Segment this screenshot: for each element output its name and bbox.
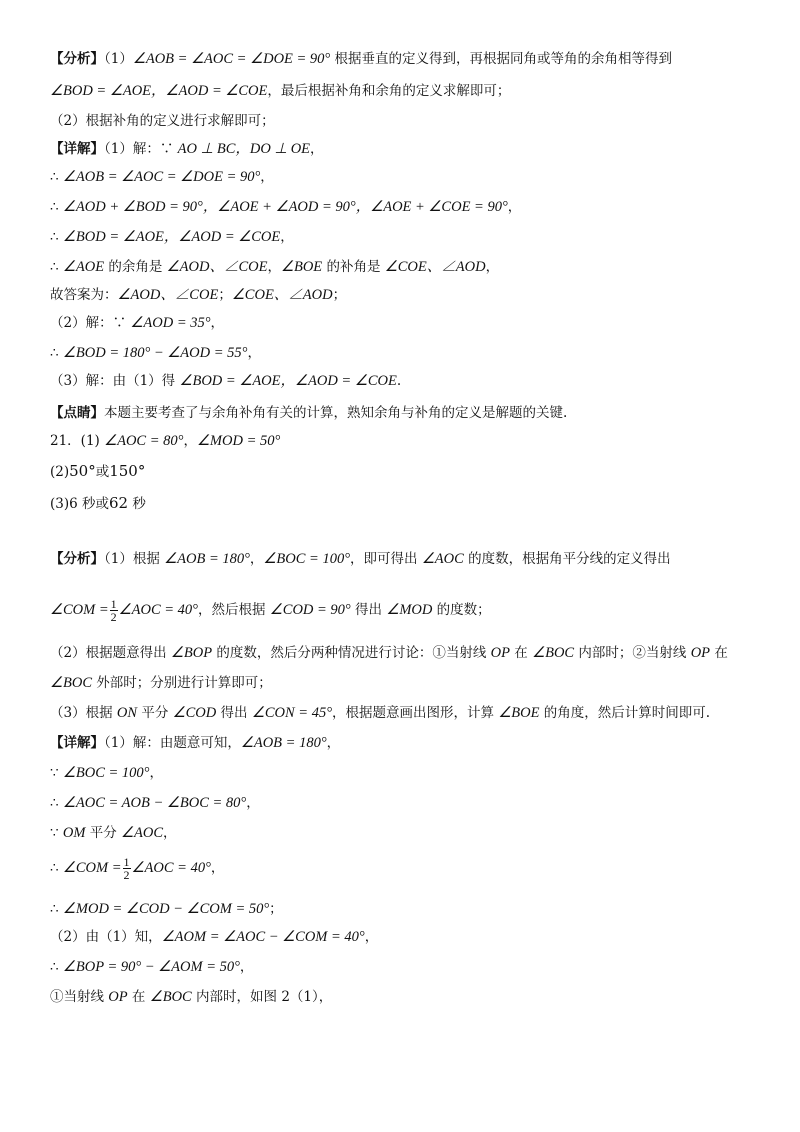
- analysis-tag: 【分析】: [50, 551, 104, 567]
- text: ，: [267, 259, 281, 275]
- analysis-line-3: [50, 110, 760, 132]
- text: 外部时；分别进行计算即可；: [92, 675, 272, 691]
- text: 本题主要考查了与余角补角有关的计算，熟知余角与补角的定义是解题的关键.: [104, 405, 568, 421]
- text: （1）解：∵: [104, 141, 178, 157]
- solution-line-4: [50, 226, 760, 248]
- text: 21．(1): [50, 433, 105, 449]
- math-expression: ∠BOD = 180° − ∠AOD = 55°: [62, 345, 248, 361]
- answer-21-part-1: [50, 430, 760, 452]
- text: ，: [326, 735, 341, 751]
- analysis-21-line-5: [50, 702, 760, 724]
- text: ∴: [50, 259, 63, 275]
- solution-21-line-1: [50, 732, 760, 754]
- math-expression: ∠BOE: [280, 259, 323, 275]
- text: 根据垂直的定义得到，再根据同角或等角的余角相等得到: [330, 51, 673, 67]
- text: ，: [183, 433, 197, 449]
- fraction-numerator: 1: [110, 597, 117, 611]
- text: ，: [163, 825, 177, 841]
- text: ，: [149, 765, 163, 781]
- math-expression: ∠AOB = ∠AOC = ∠DOE = 90°: [132, 51, 331, 67]
- analysis-21-line-1: [50, 548, 760, 570]
- text: ∵: [50, 825, 63, 841]
- text: ∴: [50, 229, 63, 245]
- text: （1）根据: [104, 551, 165, 567]
- text: 故答案为：: [50, 287, 118, 303]
- math-expression: ∠BOD = ∠AOE，∠AOD = ∠COE: [50, 83, 268, 99]
- text: ，: [280, 229, 294, 245]
- math-expression: ∠MOD = ∠COD − ∠COM = 50°: [62, 901, 270, 917]
- math-expression: OP: [690, 645, 711, 661]
- text: ，即可得出: [350, 551, 422, 567]
- text: 的补角是: [322, 259, 385, 275]
- text: ∴: [50, 345, 63, 361]
- math-expression: ∠AOE: [62, 259, 105, 275]
- math-expression: ∠COE、∠AOD: [231, 287, 333, 303]
- text: ∴: [50, 199, 63, 215]
- solution-21-line-2: [50, 762, 760, 784]
- math-expression: ∠BOP = 90° − ∠AOM = 50°: [62, 959, 240, 975]
- math-expression: ∠BOC: [50, 675, 92, 691]
- solution-tag: 【详解】: [50, 735, 104, 751]
- text: ，: [210, 860, 225, 876]
- math-expression: ∠MOD = 50°: [196, 433, 281, 449]
- math-expression: ∠AOM = ∠AOC − ∠COM = 40°: [161, 929, 365, 945]
- solution-21-line-8: [50, 956, 760, 978]
- text: （1）解：由题意可知，: [104, 735, 241, 751]
- fraction: [123, 856, 131, 881]
- math-expression: ∠CON = 45°: [251, 705, 333, 721]
- math-expression: ∠AOB = 180°: [164, 551, 250, 567]
- text: ，: [364, 929, 379, 945]
- math-expression: OP: [490, 645, 511, 661]
- fraction-denominator: 2: [123, 868, 130, 882]
- math-expression: ∠BOE: [498, 705, 540, 721]
- fraction: [110, 598, 118, 623]
- math-expression: 150°: [109, 462, 146, 480]
- solution-line-8: [50, 342, 760, 364]
- math-expression: ∠BOC: [532, 645, 575, 661]
- math-expression: ∠BOC = 100°: [62, 765, 150, 781]
- solution-21-line-4: [50, 822, 760, 844]
- math-expression: OP: [108, 989, 128, 1005]
- solution-line-1: [50, 138, 760, 160]
- math-expression: ∠AOD、∠COE: [166, 259, 268, 275]
- math-expression: ∠AOC: [121, 825, 164, 841]
- math-expression: ∠BOC = 100°: [263, 551, 351, 567]
- text: ∴: [50, 901, 63, 917]
- solution-line-7: [50, 312, 760, 334]
- math-expression: ∠BOD = ∠AOE，∠AOD = ∠COE: [179, 373, 397, 389]
- solution-21-line-6: [50, 898, 760, 920]
- math-expression: ON: [116, 705, 138, 721]
- text: ，根据题意画出图形，计算: [332, 705, 499, 721]
- solution-line-6: [50, 284, 760, 306]
- text: 的角度，然后计算时间即可.: [539, 705, 711, 721]
- math-expression: 62: [109, 494, 129, 512]
- text: （3）解：由（1）得: [50, 373, 180, 389]
- text: 的余角是: [104, 259, 167, 275]
- solution-line-2: [50, 166, 760, 188]
- math-expression: ∠BOC: [149, 989, 192, 1005]
- text: 在: [510, 645, 533, 661]
- answer-21-part-3: [50, 492, 760, 515]
- math-expression: ∠AOB = ∠AOC = ∠DOE = 90°: [62, 169, 261, 185]
- math-expression: ∠COM =: [62, 860, 122, 876]
- math-expression: ∠AOC = 80°: [104, 433, 184, 449]
- math-expression: ∠AOD + ∠BOD = 90°，∠AOE + ∠AOD = 90°，∠AOE + ∠COE = 90°: [62, 199, 508, 215]
- analysis-21-line-4: [50, 672, 760, 694]
- text: 的度数，根据角平分线的定义得出: [463, 551, 671, 567]
- math-expression: ∠BOD = ∠AOE，∠AOD = ∠COE: [62, 229, 281, 245]
- math-expression: ∠AOD、∠COE: [117, 287, 219, 303]
- text: ，: [247, 345, 261, 361]
- text: 内部时，如图 2（1），: [191, 989, 333, 1005]
- analysis-line-2: [50, 80, 760, 102]
- math-expression: ∠COM =: [50, 602, 109, 618]
- comment-line: [50, 402, 760, 424]
- text: 在: [127, 989, 150, 1005]
- text: 或: [95, 464, 110, 480]
- text: ∴: [50, 860, 63, 876]
- text: ；: [332, 287, 347, 303]
- math-expression: ∠AOC = 40°: [118, 602, 198, 618]
- text: ，: [239, 959, 254, 975]
- solution-21-line-5: [50, 856, 760, 881]
- text: 秒: [128, 496, 146, 512]
- math-expression: 50°: [69, 462, 96, 480]
- fraction-denominator: 2: [110, 610, 117, 624]
- fraction-numerator: 1: [123, 855, 130, 869]
- text: ，: [310, 141, 324, 157]
- solution-21-line-7: [50, 926, 760, 948]
- text: ∴: [50, 169, 63, 185]
- solution-tag: 【详解】: [50, 141, 104, 157]
- analysis-21-line-2: [50, 598, 760, 623]
- solution-21-line-9: [50, 986, 760, 1008]
- analysis-line-1: [50, 48, 760, 70]
- text: 的度数，然后分两种情况进行讨论：①当射线: [212, 645, 491, 661]
- text: ∴: [50, 959, 63, 975]
- math-expression: AO ⊥ BC，DO ⊥ OE: [177, 141, 311, 157]
- text: （2）根据补角的定义进行求解即可；: [50, 113, 275, 129]
- solution-21-line-3: [50, 792, 760, 814]
- text: ，最后根据补角和余角的定义求解即可；: [267, 83, 511, 99]
- math-expression: ∠AOC = 40°: [131, 860, 211, 876]
- text: 平分: [85, 825, 122, 841]
- math-expression: ∠COD = 90°: [269, 602, 351, 618]
- text: ，: [210, 315, 225, 331]
- text: ①当射线: [50, 989, 109, 1005]
- solution-line-9: [50, 370, 760, 392]
- text: 在: [710, 645, 728, 661]
- text: ，: [246, 795, 260, 811]
- math-expression: ∠AOD = 35°: [130, 315, 211, 331]
- math-expression: ∠AOB = 180°: [240, 735, 327, 751]
- math-expression: ∠BOP: [170, 645, 213, 661]
- text: （2）根据题意得出: [50, 645, 171, 661]
- text: ；: [269, 901, 283, 917]
- text: 得出: [216, 705, 252, 721]
- math-expression: ∠COE、∠AOD: [384, 259, 486, 275]
- text: ，: [485, 259, 500, 275]
- text: (3)6 秒或: [50, 496, 110, 512]
- text: ，然后根据: [197, 602, 270, 618]
- text: 平分: [137, 705, 173, 721]
- text: (2): [50, 464, 70, 480]
- text: ∴: [50, 795, 63, 811]
- text: .: [396, 373, 402, 389]
- text: ，: [507, 199, 522, 215]
- math-expression: ∠MOD: [386, 602, 433, 618]
- math-expression: ∠AOC = AOB − ∠BOC = 80°: [62, 795, 247, 811]
- text: （2）由（1）知，: [50, 929, 162, 945]
- solution-line-5: [50, 256, 760, 278]
- math-expression: ∠AOC: [421, 551, 464, 567]
- text: 得出: [350, 602, 387, 618]
- text: （1）: [104, 51, 133, 67]
- text: ，: [260, 169, 274, 185]
- solution-line-3: [50, 196, 760, 218]
- text: （2）解：∵: [50, 315, 131, 331]
- text: ，: [249, 551, 264, 567]
- analysis-tag: 【分析】: [50, 51, 104, 67]
- math-expression: ∠COD: [172, 705, 217, 721]
- comment-tag: 【点睛】: [50, 405, 104, 421]
- text: （3）根据: [50, 705, 117, 721]
- text: ；: [218, 287, 232, 303]
- text: 内部时；②当射线: [574, 645, 691, 661]
- answer-21-part-2: [50, 460, 760, 483]
- text: ∵: [50, 765, 63, 781]
- analysis-21-line-3: [50, 642, 760, 664]
- math-expression: OM: [62, 825, 86, 841]
- text: 的度数；: [432, 602, 491, 618]
